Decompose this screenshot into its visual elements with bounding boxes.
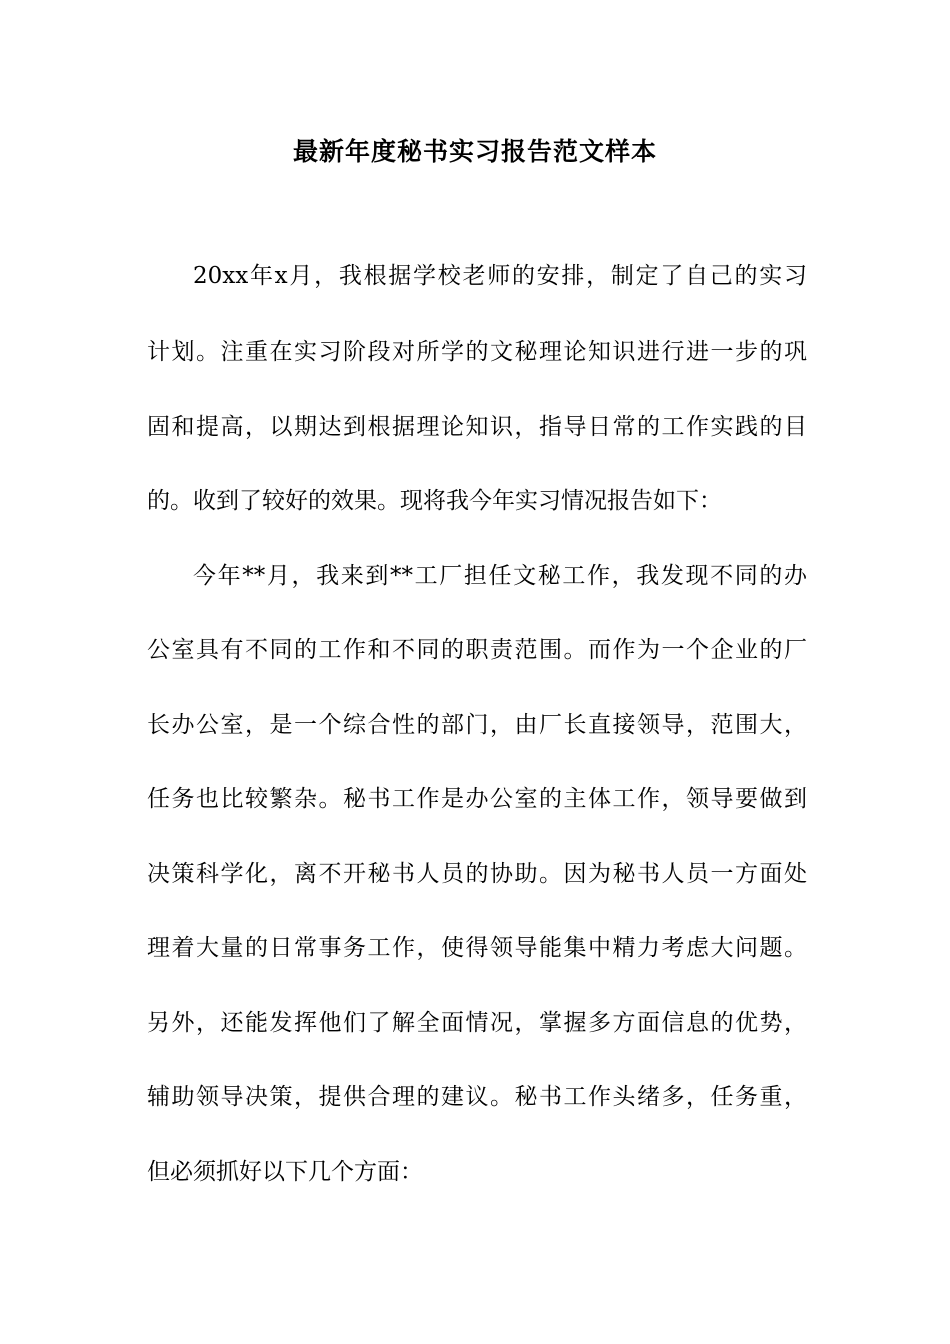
- paragraph-1-line-4: 的。收到了较好的效果。现将我今年实习情况报告如下：: [147, 488, 722, 514]
- paragraph-2-line-4: 任务也比较繁杂。秘书工作是办公室的主体工作，领导要做到: [147, 786, 807, 812]
- paragraph-1-line-2: 计划。注重在实习阶段对所学的文秘理论知识进行进一步的巩: [147, 339, 807, 365]
- paragraph-2-line-2: 公室具有不同的工作和不同的职责范围。而作为一个企业的厂: [147, 637, 807, 663]
- paragraph-2-line-1: 今年**月，我来到**工厂担任文秘工作，我发现不同的办: [193, 563, 807, 589]
- paragraph-2-line-8: 辅助领导决策，提供合理的建议。秘书工作头绪多，任务重，: [147, 1084, 807, 1110]
- paragraph-2-line-7: 另外，还能发挥他们了解全面情况，掌握多方面信息的优势，: [147, 1010, 807, 1036]
- paragraph-2-line-5: 决策科学化，离不开秘书人员的协助。因为秘书人员一方面处: [147, 861, 807, 887]
- paragraph-2-line-9: 但必须抓好以下几个方面：: [147, 1159, 423, 1185]
- paragraph-2-line-3: 长办公室，是一个综合性的部门，由厂长直接领导，范围大，: [147, 712, 807, 738]
- paragraph-1-line-1: 20xx年x月，我根据学校老师的安排，制定了自己的实习: [193, 263, 807, 289]
- paragraph-1-line-3: 固和提高，以期达到根据理论知识，指导日常的工作实践的目: [147, 414, 807, 440]
- page-title: 最新年度秘书实习报告范文样本: [292, 137, 657, 166]
- paragraph-2-line-6: 理着大量的日常事务工作，使得领导能集中精力考虑大问题。: [147, 935, 807, 961]
